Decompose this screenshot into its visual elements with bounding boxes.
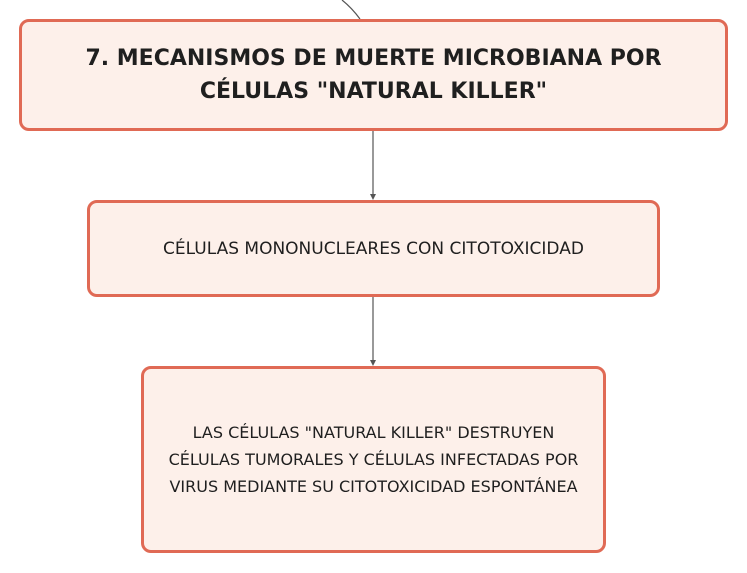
detail-node[interactable] (141, 366, 606, 553)
concept-node[interactable] (87, 200, 660, 297)
connector-from-parent (342, 0, 360, 19)
concept-node-text: CÉLULAS MONONUCLEARES CON CITOTOXICIDAD (163, 238, 584, 259)
title-node-text: 7. MECANISMOS DE MUERTE MICROBIANA POR CÉLULAS "NATURAL KILLER" (85, 46, 662, 104)
title-node[interactable] (19, 19, 728, 131)
detail-node-text: LAS CÉLULAS "NATURAL KILLER" DESTRUYEN CÉLULAS TUMORALES Y CÉLULAS INFECTADAS POR VIRUS MEDIANTE SU CITOTOXICIDAD ESPONTÁNEA (168, 423, 579, 496)
